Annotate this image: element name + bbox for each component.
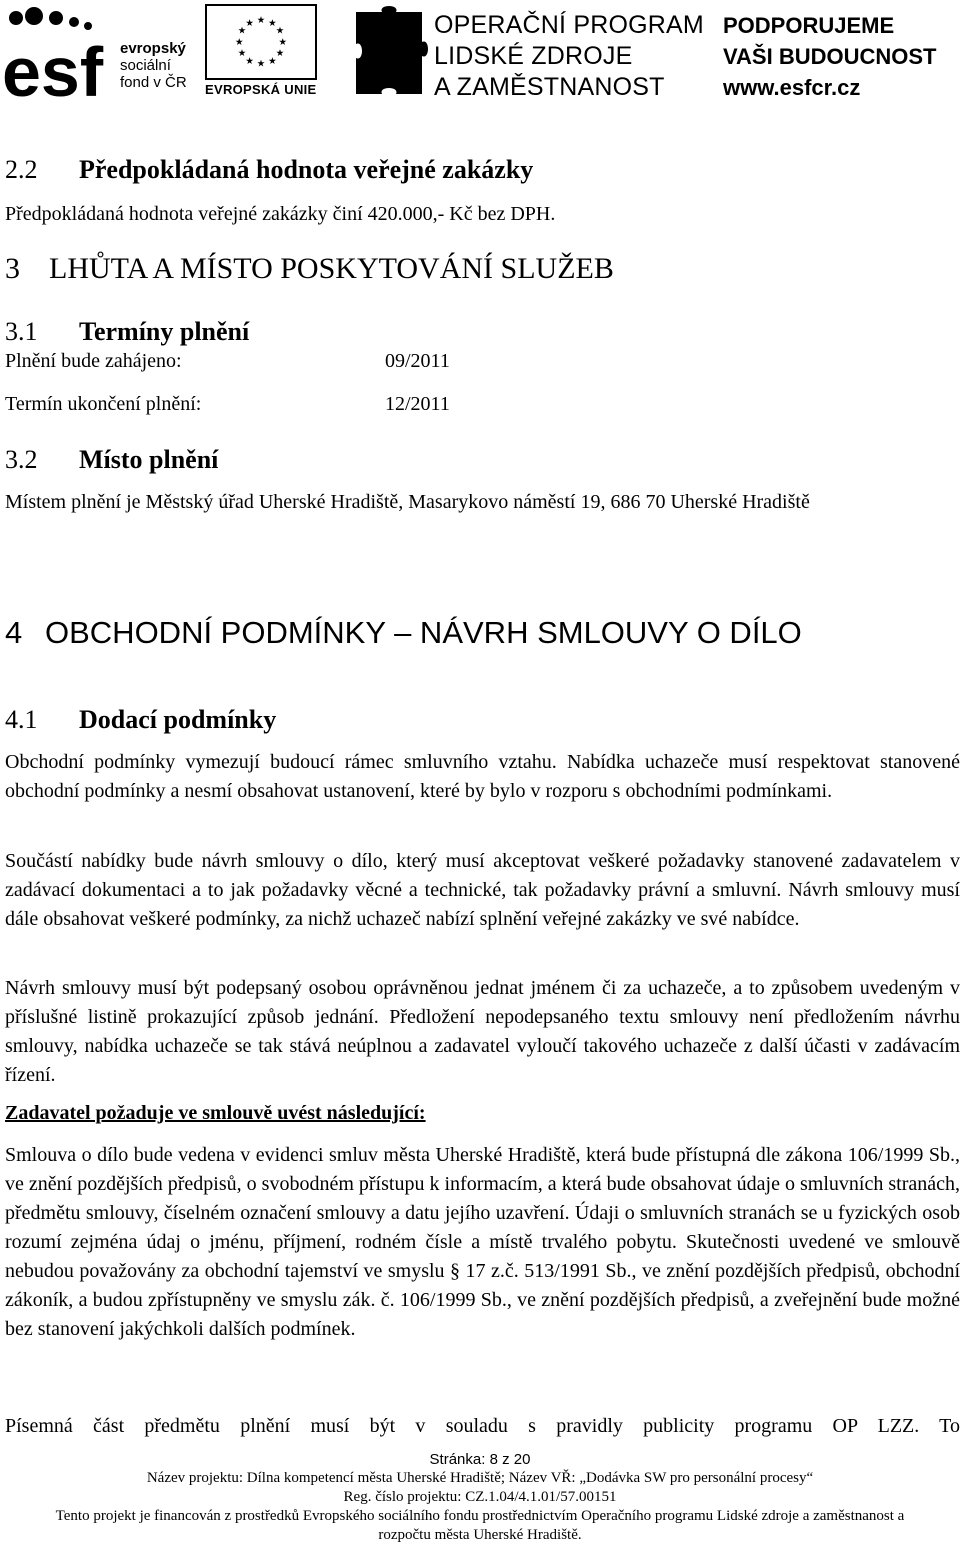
svg-text:★: ★: [268, 17, 277, 29]
logo-bar: [0, 0, 960, 106]
section-title: OBCHODNÍ PODMÍNKY – NÁVRH SMLOUVY O DÍLO: [45, 615, 802, 650]
op-line-1: OPERAČNÍ PROGRAM: [434, 11, 704, 39]
slogan: [723, 10, 937, 103]
esf-logo-text: esf: [2, 33, 104, 100]
footer-project: Název projektu: Dílna kompetencí města Uherské Hradiště; Název VŘ: „Dodávka SW pro personální procesy“: [146, 1470, 814, 1486]
section-title: Předpokládaná hodnota veřejné zakázky: [79, 155, 534, 184]
requirements-subheading: Zadavatel požaduje ve smlouvě uvést následující:: [5, 1102, 426, 1124]
op-title: [434, 10, 704, 103]
esf-line-3: fond v ČR: [120, 74, 187, 91]
section-title: LHŮTA A MÍSTO POSKYTOVÁNÍ SLUŽEB: [49, 252, 614, 285]
footer-funding-2: rozpočtu města Uherské Hradiště.: [378, 1527, 582, 1543]
paragraph-1: Obchodní podmínky vymezují budoucí rámec smluvního vztahu. Nabídka uchazeče musí respektovat stanovené obchodní podmínky a nesmí obsahovat ustanovení, které by bylo v rozporu s obchodními podmínkami.: [5, 751, 960, 802]
paragraph-4: Smlouva o dílo bude vedena v evidenci smluv města Uherské Hradiště, která bude přístupná dle zákona 106/1999 Sb., ve znění pozdějších předpisů, o svobodném přístupu k informacím, a která bude obsahovat údaje o smluvních stranách, předmětu smlouvy, číselném označení smlouvy a datu jejího uzavření. Údaji o smluvních stranách se u fyzických osob rozumí zejména údaj o jménu, příjmení, rodném čísle a místě trvalého pobytu. Skutečnosti uvedené ve smlouvě nebudou považovány za obchodní tajemství ve smyslu § 17 z.č. 513/1991 Sb., ve znění pozdějších předpisů, obchodní zákoník, a budou zpřístupněny ve smyslu zák. č. 106/1999 Sb., ve znění pozdějších předpisů, a zveřejnění bude možné bez stanovení jakýchkoli dalších podmínek.: [5, 1144, 960, 1340]
page-footer: [0, 1450, 960, 1545]
svg-text:★: ★: [275, 48, 285, 60]
esf-line-2: sociální: [120, 57, 171, 74]
section-title: Místo plnění: [79, 445, 219, 474]
section-4-1-heading: [5, 705, 276, 735]
section-3-1-heading: [5, 317, 249, 347]
section-number: 3.1: [5, 317, 38, 346]
puzzle-piece-icon: [350, 2, 430, 102]
svg-text:★: ★: [237, 25, 247, 37]
slogan-line-2: VAŠI BUDOUCNOST: [723, 44, 937, 69]
section-number: 4: [5, 615, 23, 650]
paragraph-2: Součástí nabídky bude návrh smlouvy o dílo, který musí akceptovat veškeré požadavky stanovené zadavatelem v zadávací dokumentaci a to jak požadavky věcné a technické, tak požadavky právní a smluvní. Návrh smlouvy musí dále obsahovat veškeré podmínky, za nichž uchazeč nabízí splnění veřejné zakázky ve své nabídce.: [5, 850, 960, 930]
paragraph-5: Písemná část předmětu plnění musí být v souladu s pravidly publicity programu OP LZZ. To: [5, 1415, 960, 1437]
svg-text:★: ★: [268, 55, 277, 67]
section-number: 3: [5, 252, 20, 285]
slogan-url[interactable]: www.esfcr.cz: [723, 75, 861, 100]
section-3-heading: [5, 252, 614, 286]
eu-flag-icon: [205, 4, 317, 80]
svg-text:★: ★: [245, 17, 254, 29]
page-number: Stránka: 8 z 20: [429, 1451, 531, 1468]
term-value: 12/2011: [385, 393, 450, 415]
section-3-2-text: Místem plnění je Městský úřad Uherské Hradiště, Masarykovo náměstí 19, 686 70 Uherské Hradiště: [5, 491, 810, 513]
esf-line-1: evropský: [120, 40, 186, 57]
svg-text:★: ★: [256, 15, 266, 27]
footer-funding-1: Tento projekt je financován z prostředků Evropského sociálního fondu prostřednictvím Operačního programu Lidské zdroje a zaměstnanost a: [55, 1508, 905, 1524]
esf-caption: [120, 40, 187, 91]
section-number: 2.2: [5, 155, 38, 184]
section-4-heading: [5, 615, 802, 651]
svg-text:★: ★: [278, 36, 288, 48]
svg-text:★: ★: [234, 36, 244, 48]
op-line-3: A ZAMĚSTNANOST: [434, 73, 665, 101]
term-value: 09/2011: [385, 350, 450, 372]
svg-text:★: ★: [256, 58, 266, 70]
term-label: Termín ukončení plnění:: [5, 393, 202, 415]
svg-text:★: ★: [275, 25, 285, 37]
svg-text:★: ★: [237, 48, 247, 60]
term-row-start: [5, 350, 450, 373]
op-line-2: LIDSKÉ ZDROJE: [434, 42, 633, 70]
term-row-end: [5, 393, 450, 416]
section-3-2-heading: [5, 445, 218, 475]
term-label: Plnění bude zahájeno:: [5, 350, 182, 372]
esf-logo: [2, 4, 114, 100]
section-2-2-text: Předpokládaná hodnota veřejné zakázky činí 420.000,- Kč bez DPH.: [5, 203, 556, 225]
section-title: Dodací podmínky: [79, 705, 277, 734]
paragraph-3: Návrh smlouvy musí být podepsaný osobou oprávněnou jednat jménem či za uchazeče, a to způsobem uvedeným v příslušné listině prokazující způsob jednání. Předložení nepodepsaného textu smlouvy není předložením návrhu smlouvy, nabídka uchazeče se tak stává neúplnou a zadavatel vyloučí takového uchazeče z další účasti v zadávacím řízení.: [5, 977, 960, 1086]
svg-text:★: ★: [245, 55, 254, 67]
eu-caption: EVROPSKÁ UNIE: [205, 82, 317, 97]
section-2-2-heading: [5, 155, 533, 185]
slogan-line-1: PODPORUJEME: [723, 13, 895, 38]
section-number: 4.1: [5, 705, 38, 734]
section-number: 3.2: [5, 445, 38, 474]
section-title: Termíny plnění: [79, 317, 250, 346]
footer-reg: Reg. číslo projektu: CZ.1.04/4.1.01/57.00151: [343, 1489, 617, 1505]
